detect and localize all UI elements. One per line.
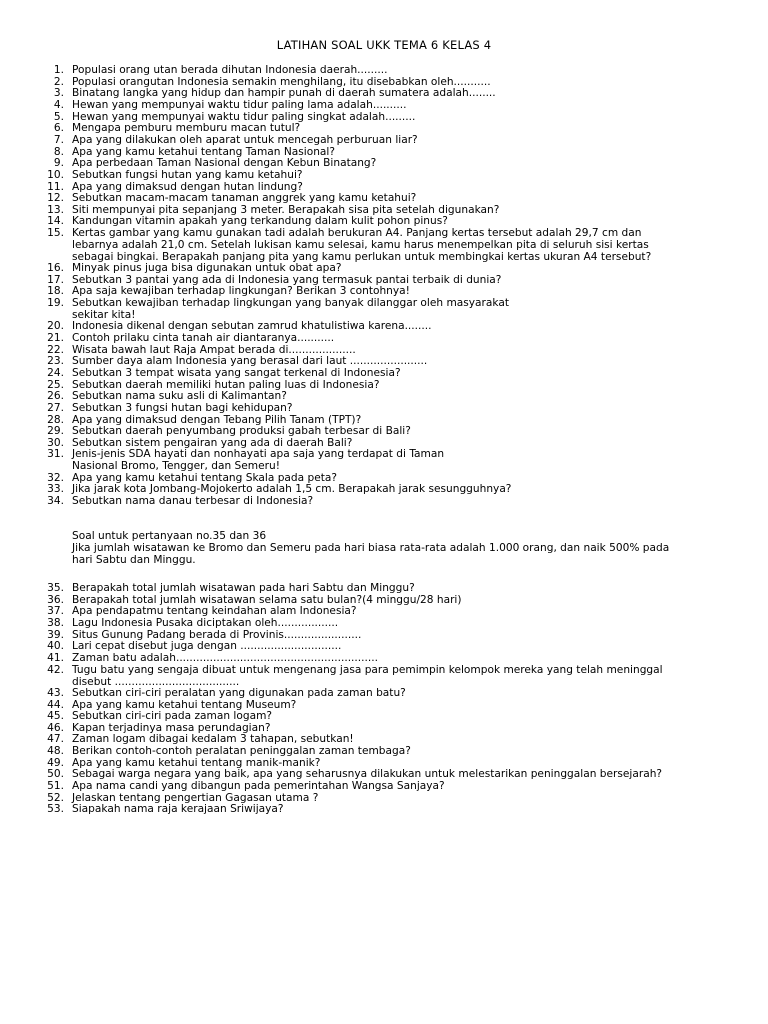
question-line: Sebutkan ciri-ciri peralatan yang digunakan pada zaman batu? (72, 686, 406, 699)
intro-line: Jika jumlah wisatawan ke Bromo dan Semeru pada hari biasa rata-rata adalah 1.000 orang, dan naik 500% pada (72, 542, 670, 554)
question-line: Siti mempunyai pita sepanjang 3 meter. Berapakah sisa pita setelah digunakan? (72, 203, 500, 216)
question-text (72, 99, 407, 111)
intro-line: hari Sabtu dan Minggu. (72, 554, 196, 566)
question-line: Lagu Indonesia Pusaka diciptakan oleh.................. (72, 616, 339, 629)
question-text (72, 367, 401, 379)
question-line: Apa yang kamu ketahui tentang Museum? (72, 698, 297, 711)
question-line: Sebutkan macam-macam tanaman anggrek yang kamu ketahui? (72, 192, 417, 205)
question-text (72, 402, 293, 414)
question-number: 2. (53, 75, 64, 88)
question-text (72, 192, 416, 204)
question-line: Sumber daya alam Indonesia yang berasal dari laut ....................... (72, 355, 428, 368)
question-line: Apa yang kamu ketahui tentang Taman Nasional? (72, 145, 335, 158)
question-line: Hewan yang mempunyai waktu tidur paling lama adalah.......... (72, 98, 407, 111)
question-number: 31. (47, 448, 64, 461)
question-line: Situs Gunung Padang berada di Provinis....................... (72, 628, 362, 641)
question-number: 38. (47, 616, 64, 629)
question-line: Sebagai warga negara yang baik, apa yang seharusnya dilakukan untuk melestarikan peninggalan bersejarah? (72, 768, 663, 781)
question-line: Sebutkan daerah penyumbang produksi gabah terbesar di Bali? (72, 425, 411, 438)
question-line: Tugu batu yang sengaja dibuat untuk mengenang jasa para pemimpin kelompok mereka yang telah meninggal (72, 663, 663, 676)
question-number: 7. (53, 133, 64, 146)
question-text (72, 768, 662, 780)
question-number: 52. (47, 791, 64, 804)
question-number: 23. (47, 355, 64, 368)
question-number: 17. (47, 273, 64, 286)
question-line: lebarnya adalah 21,0 cm. Setelah lukisan kamu selesai, kamu harus menempelkan pita di seluruh sisi kertas (72, 239, 649, 252)
question-number: 40. (47, 640, 64, 653)
question-text (72, 146, 335, 158)
question-number: 47. (47, 733, 64, 746)
question-text (72, 204, 499, 216)
question-number: 15. (47, 227, 64, 240)
question-line: Mengapa pemburu memburu macan tutul? (72, 122, 301, 135)
question-text (72, 122, 300, 134)
question-number: 22. (47, 343, 64, 356)
question-number: 30. (47, 436, 64, 449)
question-line: Apa yang dilakukan oleh aparat untuk mencegah perburuan liar? (72, 133, 418, 146)
question-number: 45. (47, 710, 64, 723)
question-line: Populasi orang utan berada dihutan Indonesia daerah......... (72, 64, 388, 76)
question-text (72, 733, 354, 745)
question-text (72, 227, 651, 263)
question-text (72, 157, 376, 169)
question-line: Berapakah total jumlah wisatawan pada hari Sabtu dan Minggu? (72, 582, 415, 594)
question-line: Berapakah total jumlah wisatawan selama satu bulan?(4 minggu/28 hari) (72, 593, 462, 606)
question-number: 4. (53, 98, 64, 111)
question-line: Apa perbedaan Taman Nasional dengan Kebun Binatang? (72, 157, 377, 170)
question-intro (72, 530, 669, 566)
question-number: 24. (47, 366, 64, 379)
question-line: Sebutkan nama suku asli di Kalimantan? (72, 390, 287, 403)
question-number: 21. (47, 331, 64, 344)
question-number: 12. (47, 192, 64, 205)
question-line: sekitar kita! (72, 309, 136, 321)
question-text (72, 710, 272, 722)
question-number: 10. (47, 168, 64, 181)
question-text (72, 629, 361, 641)
question-line: Kapan terjadinya masa perundagian? (72, 721, 271, 734)
question-text (72, 344, 356, 356)
question-number: 16. (47, 262, 64, 275)
question-text (72, 262, 342, 274)
question-line: Indonesia dikenal dengan sebutan zamrud khatulistiwa karena........ (72, 320, 432, 333)
question-line: Sebutkan sistem pengairan yang ada di daerah Bali? (72, 436, 353, 449)
question-number: 6. (53, 122, 64, 135)
question-text (72, 355, 427, 367)
question-text (72, 332, 334, 344)
question-text (72, 803, 284, 815)
question-text (72, 111, 415, 123)
question-text (72, 320, 432, 332)
question-number: 25. (47, 378, 64, 391)
question-text (72, 437, 352, 449)
question-text (72, 780, 445, 792)
question-text (72, 640, 341, 652)
question-text (72, 414, 361, 426)
question-line: Sebutkan fungsi hutan yang kamu ketahui? (72, 168, 303, 181)
question-line: Sebutkan nama danau terbesar di Indonesia? (72, 495, 314, 508)
question-number: 14. (47, 215, 64, 228)
question-line: Sebutkan 3 fungsi hutan bagi kehidupan? (72, 401, 293, 414)
question-line: Zaman batu adalah............................................................ (72, 651, 378, 664)
question-number: 50. (47, 768, 64, 781)
question-number: 42. (47, 663, 64, 676)
question-text (72, 64, 387, 76)
question-number: 26. (47, 390, 64, 403)
question-text (72, 285, 410, 297)
question-text (72, 379, 379, 391)
question-number: 13. (47, 203, 64, 216)
question-line: Apa nama candi yang dibangun pada pemerintahan Wangsa Sanjaya? (72, 780, 445, 793)
question-line: Apa saja kewajiban terhadap lingkungan? Berikan 3 contohnya! (72, 285, 410, 298)
question-line: Kertas gambar yang kamu gunakan tadi adalah berukuran A4. Panjang kertas tersebut adalah 29,7 cm dan (72, 227, 642, 240)
question-line: Apa yang dimaksud dengan hutan lindung? (72, 180, 303, 193)
question-number: 44. (47, 698, 64, 711)
question-text (72, 605, 357, 617)
question-number: 9. (53, 157, 64, 170)
question-line: Sebutkan 3 tempat wisata yang sangat terkenal di Indonesia? (72, 366, 401, 379)
question-text (72, 483, 511, 495)
question-line: Sebutkan kewajiban terhadap lingkungan yang banyak dilanggar oleh masyarakat (72, 297, 509, 309)
question-number: 37. (47, 605, 64, 618)
question-text (72, 297, 509, 321)
question-text (72, 390, 287, 402)
question-number: 51. (47, 780, 64, 793)
question-line: Hewan yang mempunyai waktu tidur paling singkat adalah......... (72, 110, 416, 123)
question-number: 49. (47, 756, 64, 769)
question-text (72, 87, 496, 99)
question-text (72, 722, 270, 734)
question-line: Populasi orangutan Indonesia semakin menghilang, itu disebabkan oleh........... (72, 75, 491, 88)
question-line: Sebutkan 3 pantai yang ada di Indonesia yang termasuk pantai terbaik di dunia? (72, 273, 502, 286)
question-line: Berikan contoh-contoh peralatan peninggalan zaman tembaga? (72, 745, 411, 758)
question-line: Lari cepat disebut juga dengan .............................. (72, 640, 342, 653)
question-number: 32. (47, 471, 64, 484)
question-line: Contoh prilaku cinta tanah air diantaranya........... (72, 331, 335, 344)
question-line: Nasional Bromo, Tengger, dan Semeru! (72, 460, 280, 473)
question-line: Siapakah nama raja kerajaan Sriwijaya? (72, 803, 284, 816)
question-line: Minyak pinus juga bisa digunakan untuk obat apa? (72, 262, 342, 275)
question-number: 33. (47, 483, 64, 496)
question-text (72, 472, 337, 484)
question-text (72, 594, 462, 606)
question-number: 34. (47, 495, 64, 508)
page-title: LATIHAN SOAL UKK TEMA 6 KELAS 4 (276, 38, 492, 52)
question-number: 46. (47, 721, 64, 734)
question-line: Apa yang kamu ketahui tentang Skala pada peta? (72, 471, 338, 484)
question-text (72, 215, 448, 227)
question-number: 8. (53, 145, 64, 158)
question-number: 5. (53, 110, 64, 123)
question-number: 53. (47, 803, 64, 816)
question-line: Binatang langka yang hidup dan hampir punah di daerah sumatera adalah........ (72, 87, 496, 100)
question-line: Apa yang kamu ketahui tentang manik-manik? (72, 756, 321, 769)
question-line: Apa yang dimaksud dengan Tebang Pilih Tanam (TPT)? (72, 413, 362, 426)
question-line: Wisata bawah laut Raja Ampat berada di.................... (72, 343, 356, 356)
question-number: 28. (47, 413, 64, 426)
question-line: Jenis-jenis SDA hayati dan nonhayati apa saja yang terdapat di Taman (72, 448, 445, 461)
question-number: 18. (47, 285, 64, 298)
question-text (72, 134, 418, 146)
question-line: Jika jarak kota Jombang-Mojokerto adalah 1,5 cm. Berapakah jarak sesungguhnya? (72, 483, 512, 496)
question-line: disebut ..................................... (72, 675, 240, 688)
question-text (72, 76, 491, 88)
question-text (72, 687, 406, 699)
question-number: 11. (47, 180, 64, 193)
question-line: Apa pendapatmu tentang keindahan alam Indonesia? (72, 605, 357, 618)
question-text (72, 181, 303, 193)
question-text (72, 664, 663, 688)
question-number: 35. (47, 582, 64, 594)
question-line: Sebutkan ciri-ciri pada zaman logam? (72, 710, 273, 723)
question-number: 29. (47, 425, 64, 438)
question-text (72, 699, 296, 711)
question-number: 3. (53, 87, 64, 100)
question-number: 1. (53, 64, 64, 76)
question-number: 39. (47, 628, 64, 641)
question-number: 20. (47, 320, 64, 333)
question-text (72, 448, 444, 472)
question-text (72, 169, 303, 181)
question-number: 19. (47, 297, 64, 309)
question-text (72, 792, 318, 804)
question-number: 27. (47, 401, 64, 414)
question-number: 48. (47, 745, 64, 758)
question-line: Kandungan vitamin apakah yang terkandung dalam kulit pohon pinus? (72, 215, 448, 228)
question-text (72, 745, 411, 757)
question-number: 36. (47, 593, 64, 606)
question-number: 43. (47, 686, 64, 699)
question-text (72, 617, 338, 629)
question-text (72, 652, 378, 664)
intro-line: Soal untuk pertanyaan no.35 dan 36 (72, 530, 267, 542)
question-text (72, 274, 501, 286)
question-text (72, 495, 313, 507)
question-text (72, 582, 415, 594)
question-line: Sebutkan daerah memiliki hutan paling luas di Indonesia? (72, 378, 380, 391)
question-text (72, 757, 320, 769)
question-line: Jelaskan tentang pengertian Gagasan utama ? (72, 791, 319, 804)
question-text (72, 425, 411, 437)
question-number: 41. (47, 651, 64, 664)
question-line: sebagai bingkai. Berapakah panjang pita yang kamu perlukan untuk membingkai kertas ukuran A4 tersebut? (72, 251, 652, 264)
question-line: Zaman logam dibagai kedalam 3 tahapan, sebutkan! (72, 733, 354, 746)
